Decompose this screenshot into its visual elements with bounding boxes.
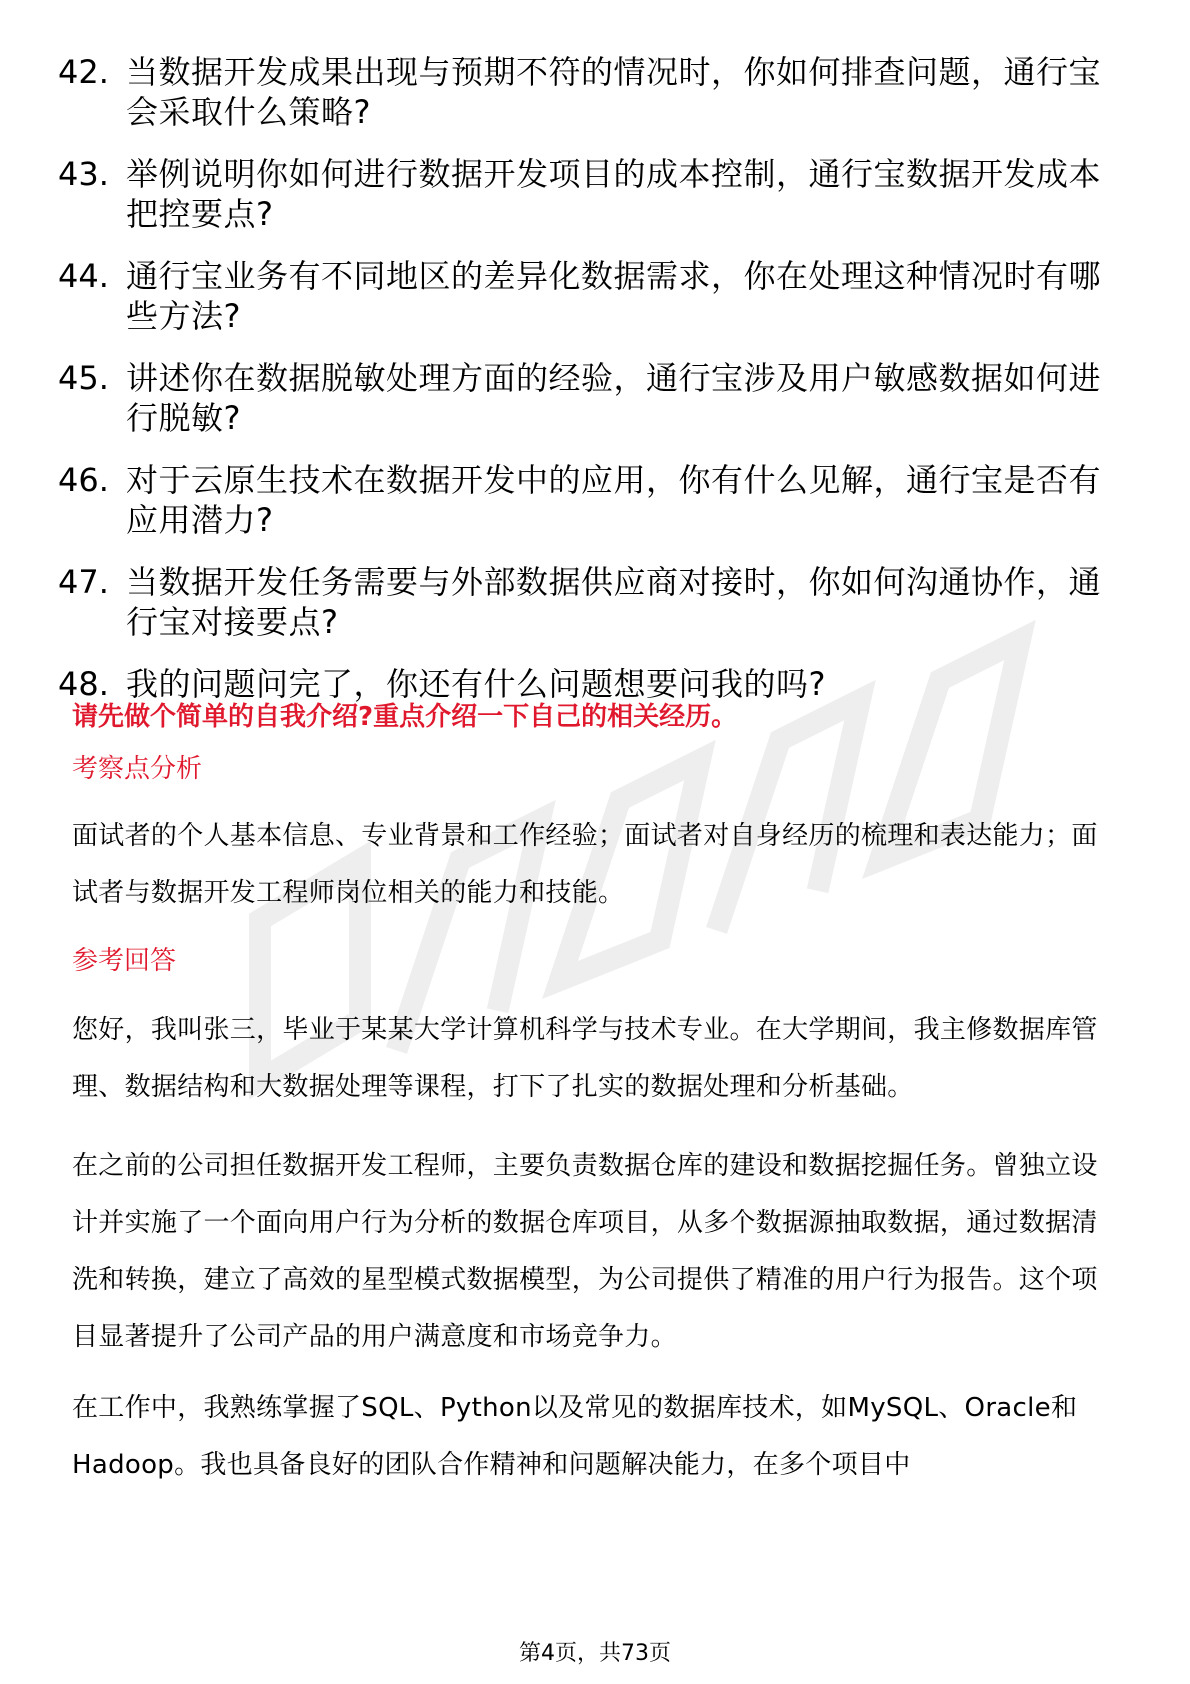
question-number: 44.	[58, 257, 109, 295]
question-number: 48.	[58, 665, 109, 703]
answer-paragraph: 在工作中，我熟练掌握了SQL、Python以及常见的数据库技术，如MySQL、Oracle和Hadoop。我也具备良好的团队合作精神和问题解决能力，在多个项目中	[72, 1393, 1078, 1480]
page-footer: 第4页，共73页	[519, 1641, 671, 1666]
analysis-heading: 考察点分析	[72, 754, 203, 784]
answer-paragraph: 在之前的公司担任数据开发工程师，主要负责数据仓库的建设和数据挖掘任务。曾独立设计并实施了一个面向用户行为分析的数据仓库项目，从多个数据源抽取数据，通过数据清洗和转换，建立了高效的星型模式数据模型，为公司提供了精准的用户行为报告。这个项目显著提升了公司产品的用户满意度和市场竞争力。	[72, 1151, 1098, 1352]
list-item	[58, 664, 1118, 704]
question-text: 举例说明你如何进行数据开发项目的成本控制，通行宝数据开发成本把控要点?	[126, 155, 1102, 233]
answer-paragraph: 您好，我叫张三，毕业于某某大学计算机科学与技术专业。在大学期间，我主修数据库管理、数据结构和大数据处理等课程，打下了扎实的数据处理和分析基础。	[72, 1015, 1098, 1102]
question-number: 46.	[58, 461, 109, 499]
question-number: 43.	[58, 155, 109, 193]
list-item	[58, 460, 1118, 540]
list-item	[58, 256, 1118, 336]
main-question-heading: 请先做个简单的自我介绍?重点介绍一下自己的相关经历。	[72, 702, 738, 732]
question-text: 通行宝业务有不同地区的差异化数据需求，你在处理这种情况时有哪些方法?	[126, 257, 1102, 335]
list-item	[58, 52, 1118, 132]
analysis-text: 面试者的个人基本信息、专业背景和工作经验；面试者对自身经历的梳理和表达能力；面试者与数据开发工程师岗位相关的能力和技能。	[72, 821, 1098, 908]
question-list	[58, 52, 1118, 726]
list-item	[58, 358, 1118, 438]
answer-heading: 参考回答	[72, 946, 177, 976]
question-text: 当数据开发任务需要与外部数据供应商对接时，你如何沟通协作，通行宝对接要点?	[126, 563, 1102, 641]
question-number: 42.	[58, 53, 109, 91]
question-text: 我的问题问完了，你还有什么问题想要问我的吗?	[126, 665, 826, 703]
question-text: 讲述你在数据脱敏处理方面的经验，通行宝涉及用户敏感数据如何进行脱敏?	[126, 359, 1102, 437]
question-text: 当数据开发成果出现与预期不符的情况时，你如何排查问题，通行宝会采取什么策略?	[126, 53, 1102, 131]
list-item	[58, 562, 1118, 642]
list-item	[58, 154, 1118, 234]
question-text: 对于云原生技术在数据开发中的应用，你有什么见解，通行宝是否有应用潜力?	[126, 461, 1102, 539]
question-number: 45.	[58, 359, 109, 397]
question-number: 47.	[58, 563, 109, 601]
